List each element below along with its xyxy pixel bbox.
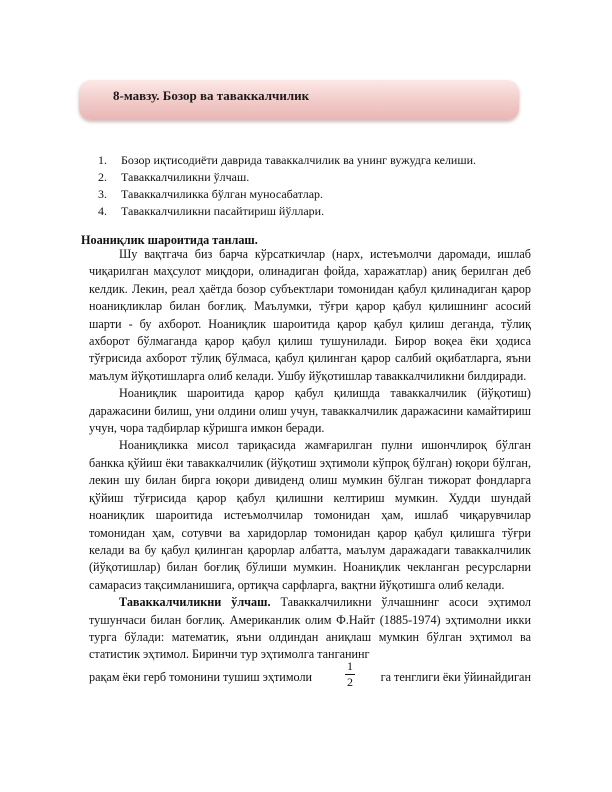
outline-number: 1. xyxy=(98,153,107,167)
outline-text: Таваккалчиликка бўлган муносабатлар. xyxy=(121,187,324,201)
outline-item xyxy=(98,203,558,220)
outline-item xyxy=(98,169,558,186)
topic-outline xyxy=(98,152,558,220)
measurement-text: Таваккалчиликни ўлчашнинг асоси эҳтимол тушунчаси билан боғлиқ. Американлик олим Ф.Найт (1885-1974) эҳтимолни икки турга бўлади: математик, яъни олдиндан аниқлаш мумкин бўлган эҳтимол ва статистик эҳтимол. Биринчи тур эҳтимолга танганинг xyxy=(89,595,531,662)
section-heading: Ноаниқлик шароитида танлаш. xyxy=(81,233,258,247)
formula-line xyxy=(89,660,531,700)
fraction-numerator: 1 xyxy=(347,659,353,673)
outline-item xyxy=(98,186,558,203)
measurement-paragraph xyxy=(89,594,531,664)
outline-number: 4. xyxy=(98,204,107,218)
outline-text: Таваккалчиликни пасайтириш йўллари. xyxy=(121,204,325,218)
section-body xyxy=(89,246,531,664)
outline-number: 3. xyxy=(98,187,107,201)
outline-text: Таваккалчиликни ўлчаш. xyxy=(121,170,250,184)
outline-number: 2. xyxy=(98,170,107,184)
measurement-term: Таваккалчиликни ўлчаш. xyxy=(119,595,271,610)
outline-text: Бозор иқтисодиёти даврида таваккалчилик ва унинг вужудга келиши. xyxy=(121,153,477,167)
topic-title: 8-мавзу. Бозор ва таваккалчилик xyxy=(113,88,310,103)
body-paragraph: Ноаниқлик шароитида қарор қабул қилишда таваккалчилик (йўқотиш) даражасини билиш, уни олдини олиш учун, таваккалчилик даражасини камайтириш учун, чора тадбирлар кўришга имкон беради. xyxy=(89,386,531,436)
body-paragraph: Шу вақтгача биз барча кўрсаткичлар (нарх, истеъмолчи даромади, ишлаб чиқарилган маҳсулот миқдори, олинадиган фойда, харажатлар) аниқ берилган деб келдик. Лекин, реал ҳаётда бозор субъектлари томонидан қабул қилинадиган қарор ноаниқликлар билан боғлиқ. Маълумки, тўғри қарор қабул қилишнинг асосий шарти - бу ахборот. Ноаниқлик шароитида қарор қабул қилиш деганда, тўлиқ ахборот бўлмаганда қарор қабул қилиш тушунилади. Бирор воқеа ёки ҳодиса тўғрисида ахборот тўлиқ бўлмаса, қабул қилинган қарор салбий оқибатларга, яъни маълум йўқотишларга олиб келади. Ушбу йўқотишлар таваккалчиликни билдиради. xyxy=(89,247,531,383)
body-paragraph: Ноаниқликка мисол тариқасида жамғарилган пулни ишончлироқ бўлган банкка қўйиш ёки таваккалчилик (йўқотиш эҳтимоли кўпроқ бўлган) юқори бўлган, лекин шу билан бирга юқори дивиденд олиш мумкин бўлган тижорат фондларга қўйиш тўғрисида қарор қабул қилишни келтириш мумкин. Худди шундай ноаниқлик шароитида истеъмолчилар томонидан ҳам, ишлаб чиқарувчилар томонидан ҳам, сотувчи ва харидорлар томонидан қарор қабул қилишга тўғри келади ва бу қабул қилинган қарорлар албатта, маълум даражадаги таваккалчилик (йўқотишлар) билан боғлиқ бўлиши мумкин. Ноаниқлик чекланган ресурсларни самарасиз тақсимланишига, ортиқча сарфларга, вақтни йўқотишга олиб келади. xyxy=(89,438,531,592)
formula-line-right: га тенглиги ёки ўйинайдиган xyxy=(380,670,531,684)
fraction-denominator: 2 xyxy=(347,675,353,689)
outline-item xyxy=(98,152,558,169)
formula-line-left: рақам ёки герб томонини тушиш эҳтимоли xyxy=(89,670,313,684)
fraction-one-half xyxy=(343,660,357,689)
